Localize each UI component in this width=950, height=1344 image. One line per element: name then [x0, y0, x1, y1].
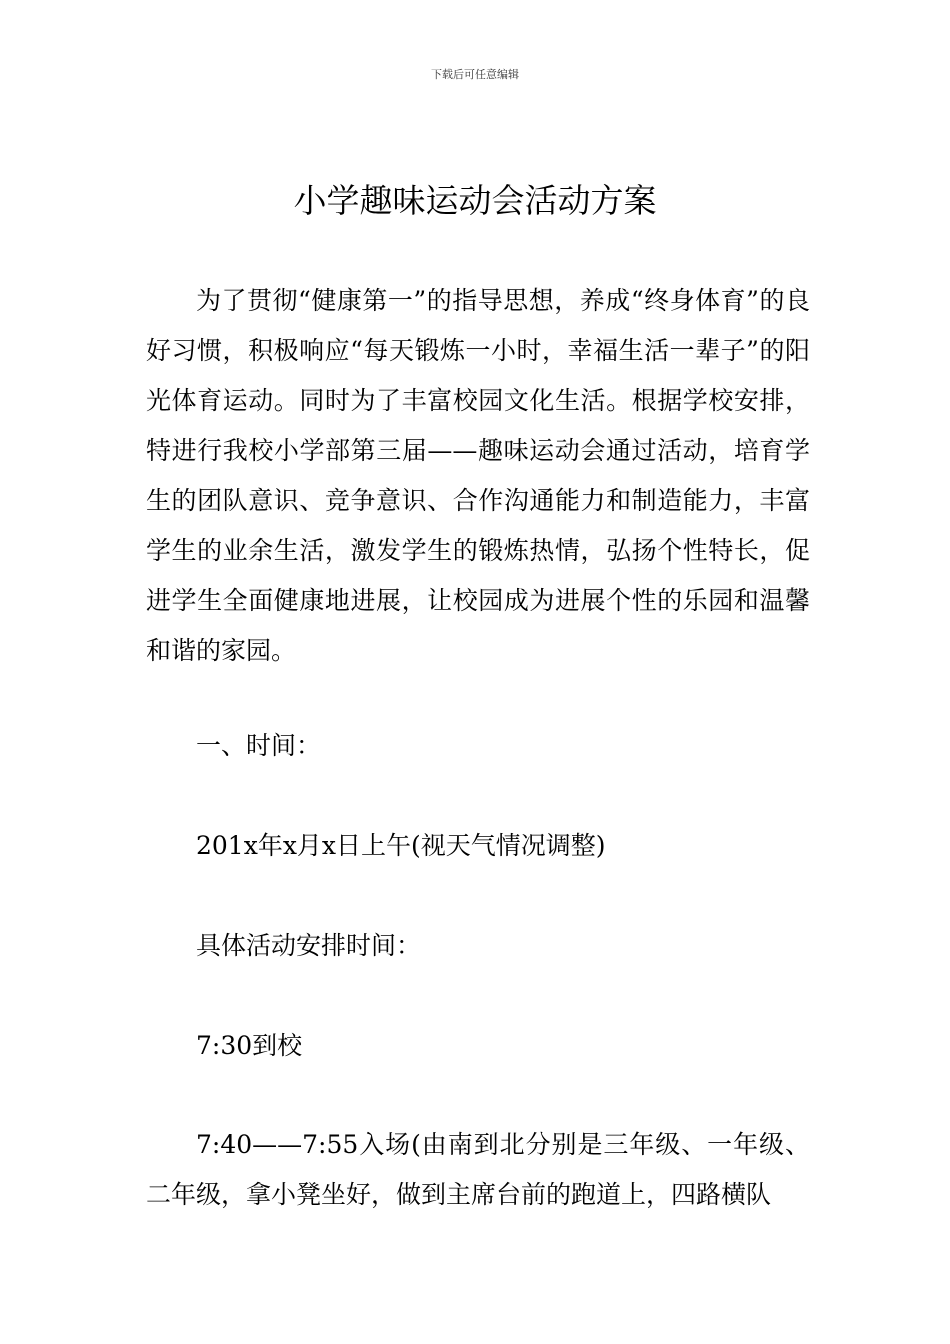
document-title: 小学趣味运动会活动方案 — [293, 181, 657, 220]
header-note: 下载后可任意编辑 — [431, 68, 519, 81]
schedule-heading: 具体活动安排时间： — [196, 931, 422, 960]
schedule-item-arrival: 7:30到校 — [196, 1031, 303, 1060]
intro-paragraph: 为了贯彻“健康第一”的指导思想，养成“终身体育”的良好习惯，积极响应“每天锻炼一小时，幸福生活一辈子”的阳光体育运动。同时为了丰富校园文化生活。根据学校安排，特进行我校小学部第三届——趣味运动会通过活动，培育学生的团队意识、竞争意识、合作沟通能力和制造能力，丰富学生的业余生活，激发学生的锻炼热情，弘扬个性特长，促进学生全面健康地进展，让校园成为进展个性的乐园和温馨和谐的家园。 — [146, 286, 810, 665]
schedule-item-entrance: 7:40——7:55入场(由南到北分别是三年级、一年级、二年级，拿小凳坐好，做到主席台前的跑道上，四路横队 — [146, 1130, 810, 1209]
date-line: 201x年x月x日上午(视天气情况调整) — [196, 831, 606, 860]
section-time-heading: 一、时间： — [196, 731, 322, 760]
